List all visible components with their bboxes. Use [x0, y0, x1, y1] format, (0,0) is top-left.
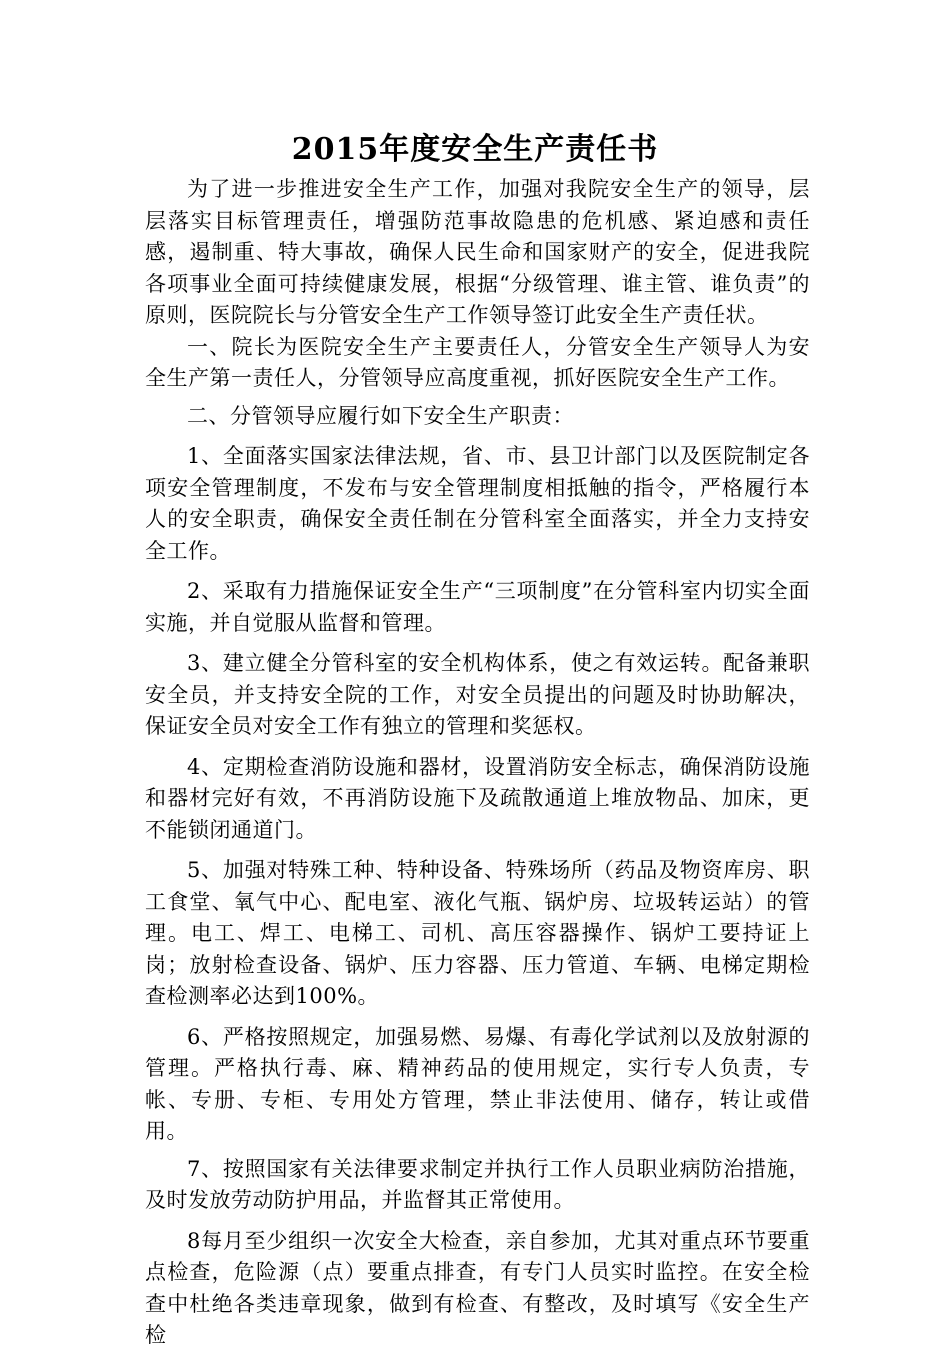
- paragraph-clause-2: 二、分管领导应履行如下安全生产职责：: [187, 403, 574, 428]
- paragraph-item-8: 8每月至少组织一次安全大检查，亲自参加，尤其对重点环节要重点检查，危险源（点）要重点排查，有专门人员实时监控。在安全检查中杜绝各类违章现象，做到有检查、有整改，及时填写《安全生产检: [145, 1228, 810, 1347]
- paragraph-item-1: 1、全面落实国家法律法规，省、市、县卫计部门以及医院制定各项安全管理制度，不发布与安全管理制度相抵触的指令，严格履行本人的安全职责，确保安全责任制在分管科室全面落实，并全力支持安全工作。: [145, 444, 810, 563]
- paragraph-item-6: 6、严格按照规定，加强易燃、易爆、有毒化学试剂以及放射源的管理。严格执行毒、麻、精神药品的使用规定，实行专人负责，专帐、专册、专柜、专用处方管理，禁止非法使用、储存，转让或借用。: [145, 1024, 810, 1143]
- paragraph-item-7: 7、按照国家有关法律要求制定并执行工作人员职业病防治措施，及时发放劳动防护用品，并监督其正常使用。: [145, 1156, 810, 1212]
- paragraph-item-5: 5、加强对特殊工种、特种设备、特殊场所（药品及物资库房、职工食堂、氧气中心、配电室、液化气瓶、锅炉房、垃圾转运站）的管理。电工、焊工、电梯工、司机、高压容器操作、锅炉工要持证上岗；放射检查设备、锅炉、压力容器、压力管道、车辆、电梯定期检查检测率必达到100%。: [145, 858, 810, 1008]
- document-title: 2015年度安全生产责任书: [291, 132, 659, 167]
- paragraph-clause-1: 一、院长为医院安全生产主要责任人，分管安全生产领导人为安全生产第一责任人，分管领导应高度重视，抓好医院安全生产工作。: [145, 334, 810, 390]
- paragraph-preamble: 为了进一步推进安全生产工作，加强对我院安全生产的领导，层层落实目标管理责任，增强防范事故隐患的危机感、紧迫感和责任感，遏制重、特大事故，确保人民生命和国家财产的安全，促进我院各项事业全面可持续健康发展，根据“分级管理、谁主管、谁负责”的原则，医院院长与分管安全生产工作领导签订此安全生产责任状。: [145, 177, 810, 327]
- paragraph-item-2: 2、采取有力措施保证安全生产“三项制度”在分管科室内切实全面实施，并自觉服从监督和管理。: [145, 579, 810, 635]
- document-body: [145, 174, 810, 1352]
- paragraph-item-4: 4、定期检查消防设施和器材，设置消防安全标志，确保消防设施和器材完好有效，不再消防设施下及疏散通道上堆放物品、加床，更不能锁闭通道门。: [145, 754, 810, 842]
- paragraph-item-3: 3、建立健全分管科室的安全机构体系，使之有效运转。配备兼职安全员，并支持安全院的工作，对安全员提出的问题及时协助解决，保证安全员对安全工作有独立的管理和奖惩权。: [145, 651, 810, 738]
